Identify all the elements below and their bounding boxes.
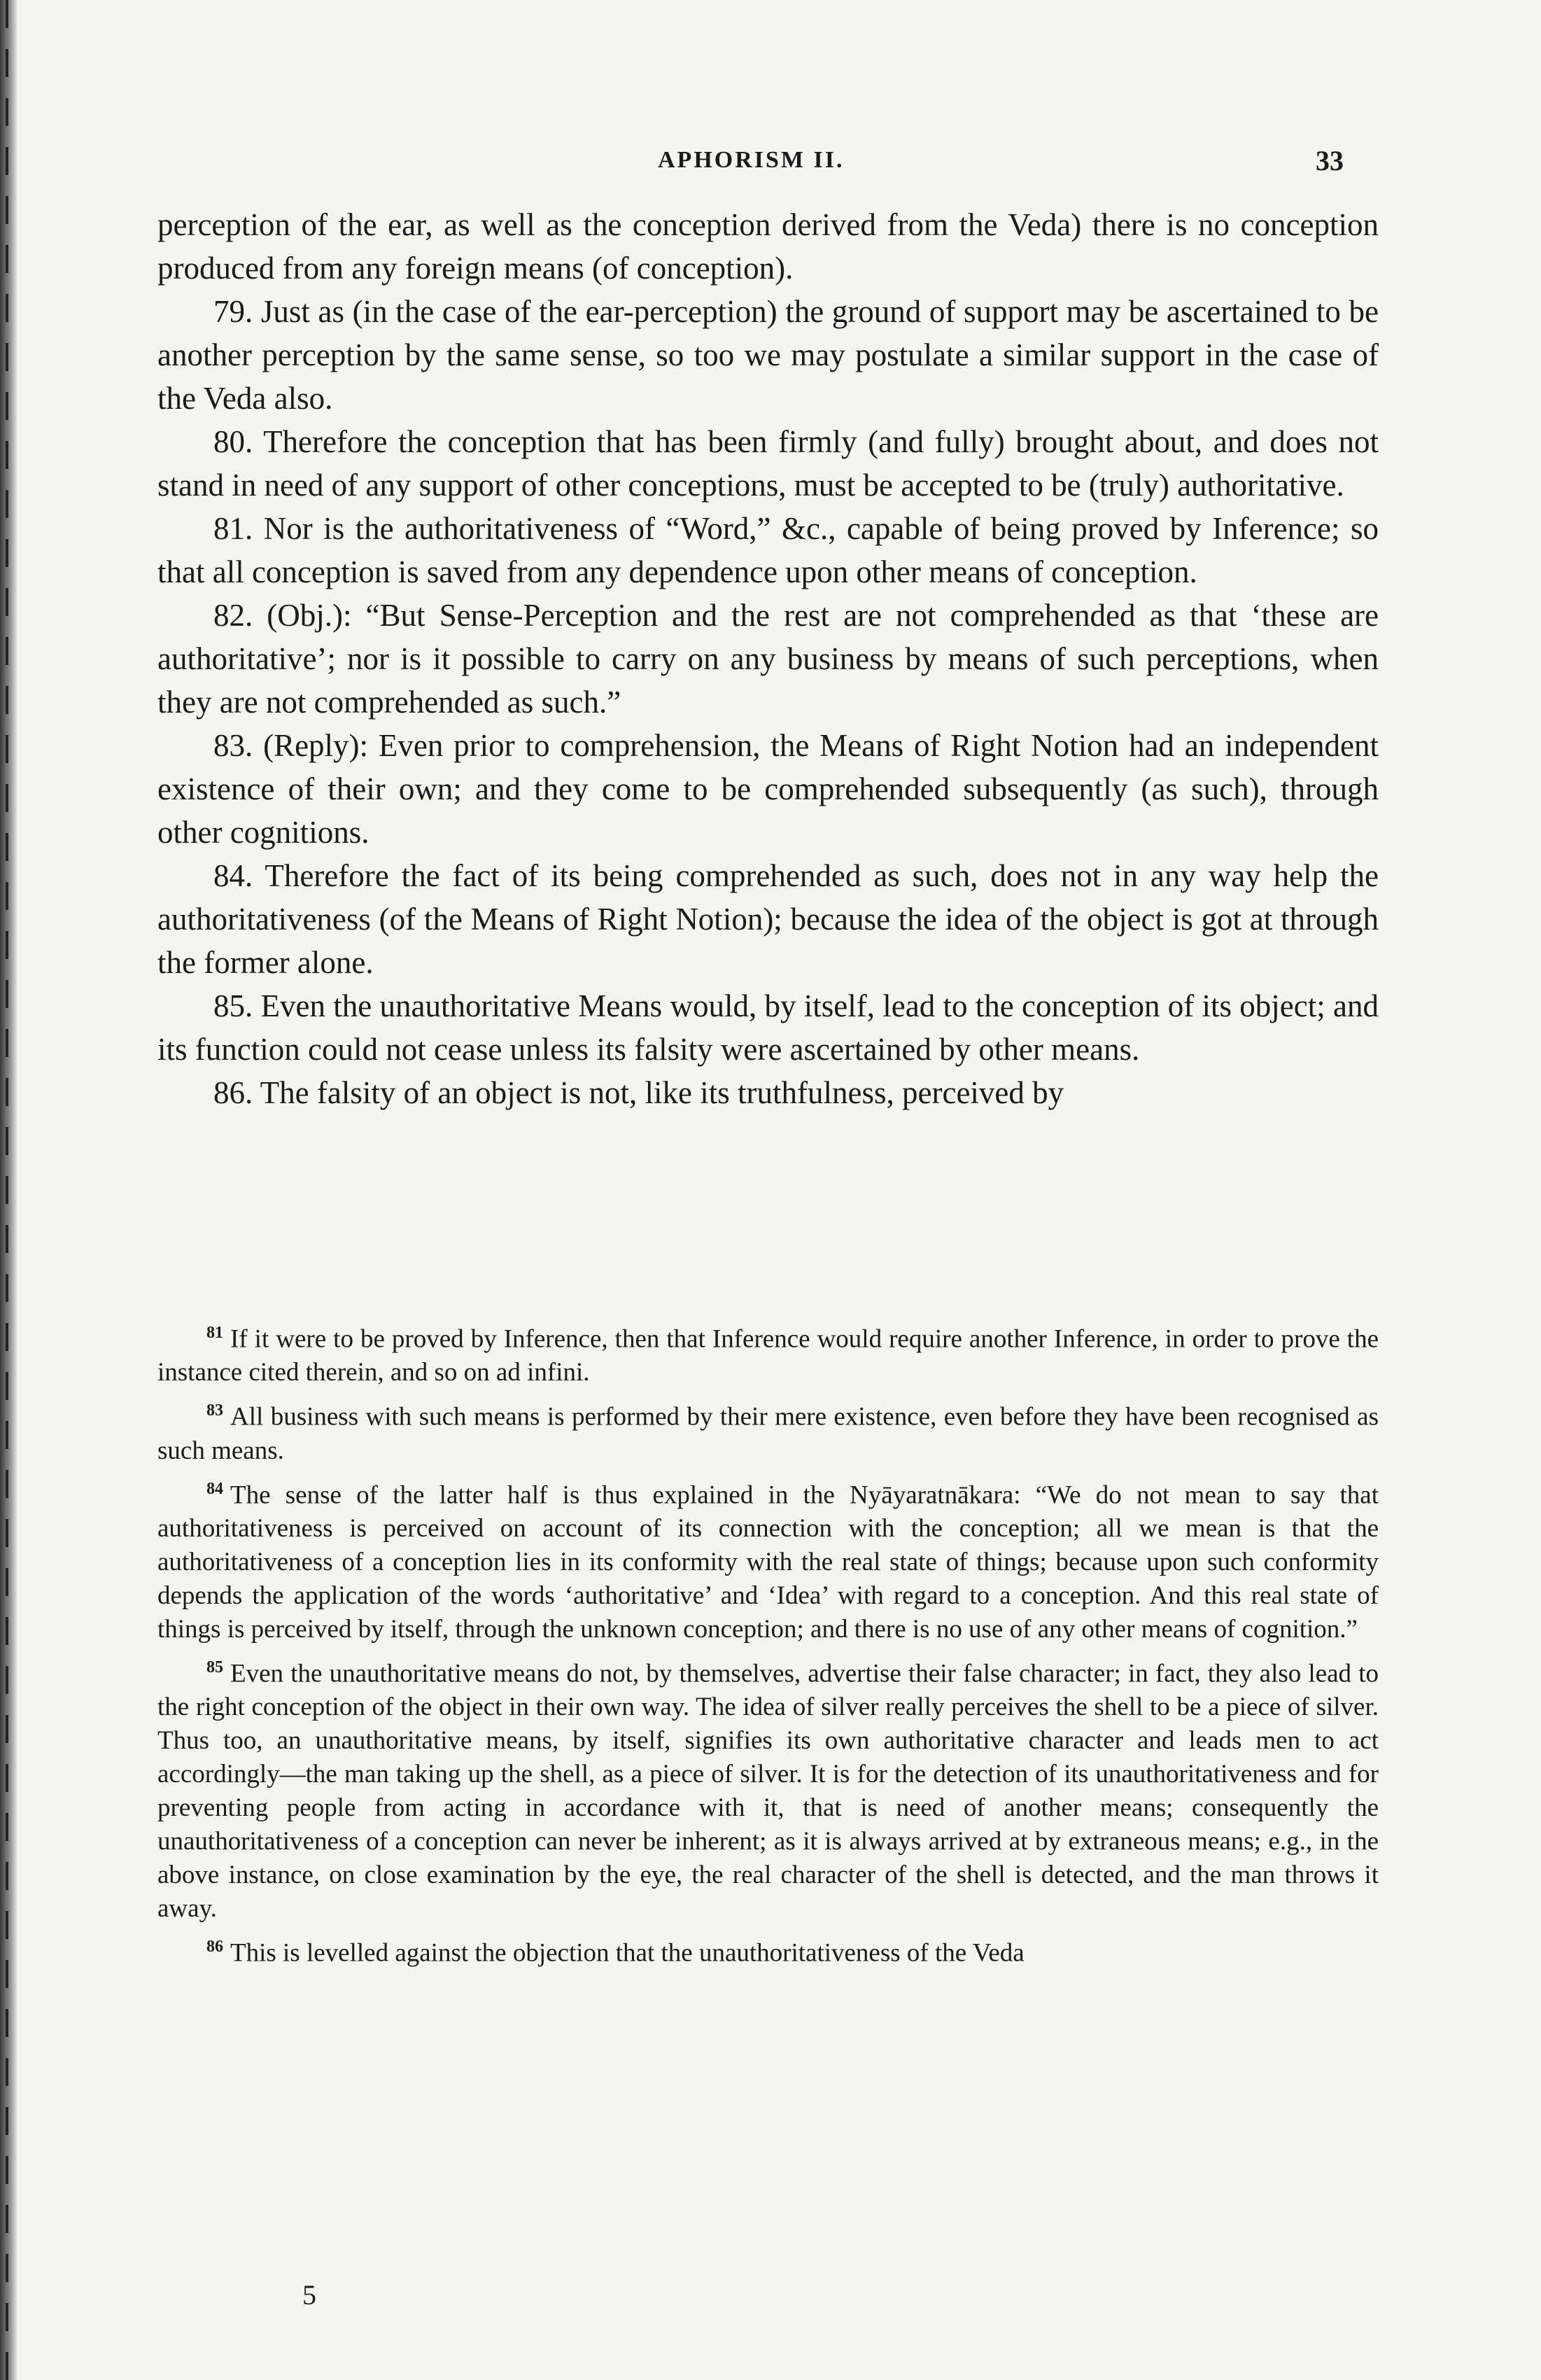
signature-mark: 5 <box>302 2279 316 2311</box>
footnote-number: 86 <box>206 1938 223 1956</box>
footnote-text: Even the unauthoritative means do not, by themselves, advertise their false character; in fact, they also lead to the right conception of the object in their own way. The idea of silver really perceives the shell to be a piece of silver. Thus too, an unauthoritative means, by itself, signifies its own authoritative character and leads men to act accordingly—the man taking up the shell, as a piece of silver. It is for the detection of its unauthoritativeness and for preventing people from acting in accordance with it, that is need of another means; consequently the unauthoritativeness of a conception can never be inherent; as it is always arrived at by extraneous means; e.g., in the above instance, on close examination by the eye, the real character of the shell is detected, and the man throws it away. <box>157 1659 1379 1924</box>
footnote-number: 84 <box>206 1479 223 1498</box>
aphorism-84: 84. Therefore the fact of its being comprehended as such, does not in any way help the authoritativeness (of the Means of Right Notion); because the idea of the object is got at through the former alone. <box>157 858 1379 980</box>
page-number: 33 <box>1316 145 1344 176</box>
footnote <box>157 1472 1379 1646</box>
footnote <box>157 1394 1379 1467</box>
scan-binding-edge <box>0 0 18 2380</box>
footnote-number: 85 <box>206 1658 223 1676</box>
aphorism-80: 80. Therefore the conception that has been firmly (and fully) brought about, and does not stand in need of any support of other conceptions, must be accepted to be (truly) authoritative. <box>157 424 1379 503</box>
footnote-number: 83 <box>206 1401 223 1420</box>
running-title: APHORISM II. <box>658 147 845 173</box>
aphorism-83: 83. (Reply): Even prior to comprehension, the Means of Right Notion had an independent existence of their own; and they come to be comprehended subsequently (as such), through other cognitions. <box>157 728 1379 850</box>
footnote <box>157 1316 1379 1390</box>
paragraph-continuation: perception of the ear, as well as the conception derived from the Veda) there is no conception produced from any foreign means (of conception). <box>157 207 1379 286</box>
footnote-text: The sense of the latter half is thus explained in the Nyāyaratnākara: “We do not mean to say that authoritativeness is perceived on account of its connection with the conception; all we mean is that the authoritativeness of a conception lies in its conformity with the real state of things; because upon such conformity depends the application of the words ‘authoritative’ and ‘Idea’ with regard to a conception. And this real state of things is perceived by itself, through the unknown conception; and there is no use of any other means of cognition.” <box>157 1480 1379 1644</box>
aphorism-81: 81. Nor is the authoritativeness of “Word,” &c., capable of being proved by Inference; so that all conception is saved from any dependence upon other means of conception. <box>157 511 1379 589</box>
aphorism-86: 86. The falsity of an object is not, like its truthfulness, perceived by <box>213 1075 1064 1110</box>
footnote-text: All business with such means is performed by their mere existence, even before they have been recognised as such means. <box>157 1402 1379 1465</box>
footnote-text: If it were to be proved by Inference, then that Inference would require another Inference, in order to prove the instance cited therein, and so on ad infini. <box>157 1324 1379 1387</box>
footnote <box>157 1930 1379 1970</box>
scan-binding-lines <box>6 0 8 2380</box>
aphorism-79: 79. Just as (in the case of the ear-perception) the ground of support may be ascertained to be another perception by the same sense, so too we may postulate a similar support in the case of the Veda also. <box>157 294 1379 416</box>
footnotes <box>157 1316 1379 1975</box>
footnote-text: This is levelled against the objection that the unauthoritativeness of the Veda <box>230 1938 1025 1968</box>
footnote <box>157 1651 1379 1926</box>
running-head <box>0 147 1541 189</box>
main-text <box>157 203 1379 1114</box>
aphorism-85: 85. Even the unauthoritative Means would, by itself, lead to the conception of its object; and its function could not cease unless its falsity were ascertained by other means. <box>157 988 1379 1067</box>
footnote-number: 81 <box>206 1324 223 1342</box>
aphorism-82: 82. (Obj.): “But Sense-Perception and the rest are not comprehended as that ‘these are authoritative’; nor is it possible to carry on any business by means of such perceptions, when they are not comprehended as such.” <box>157 598 1379 720</box>
